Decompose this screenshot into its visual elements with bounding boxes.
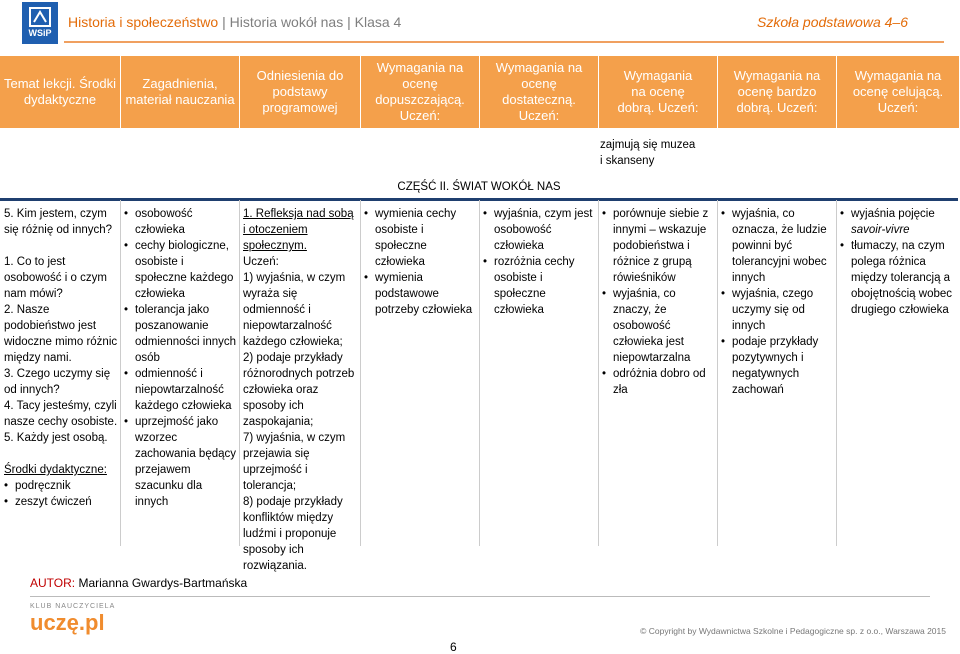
ucze-logo	[30, 603, 115, 636]
list-item: • zeszyt ćwiczeń	[4, 494, 118, 510]
th-issues: Zagadnienia, materiał nauczania	[121, 56, 239, 128]
th-grade-4: Wymagania na ocenę dobrą. Uczeń:	[599, 56, 717, 128]
book-title: Historia wokół nas	[229, 14, 344, 30]
author-line	[30, 576, 247, 590]
requirements-list	[602, 206, 716, 398]
school-level: Szkoła podstawowa 4–6	[757, 14, 908, 30]
list-item: • tłumaczy, na czym polega różnica między tolerancją a obojętnością wobec drugiego człowieka	[840, 238, 958, 318]
th-topic: Temat lekcji. Środki dydaktyczne	[0, 56, 120, 128]
col-divider	[836, 200, 837, 546]
th-grade-5: Wymagania na ocenę bardzo dobrą. Uczeń:	[718, 56, 836, 128]
copyright: © Copyright by Wydawnictwa Szkolne i Pedagogiczne sp. z o.o., Warszawa 2015	[640, 626, 946, 636]
list-item: • wyjaśnia, czym jest osobowość człowieka	[483, 206, 597, 254]
logo-text: WSiP	[28, 28, 52, 38]
author-name: Marianna Gwardys-Bartmańska	[78, 576, 248, 590]
requirements-list	[483, 206, 597, 318]
col-divider	[598, 200, 599, 546]
topic-line: 4. Tacy jesteśmy, czyli nasze cechy osobiste.	[4, 400, 118, 428]
col-issues	[124, 206, 238, 510]
grade: Klasa 4	[354, 14, 402, 30]
list-item: • rozróżnia cechy osobiste i społeczne człowieka	[483, 254, 597, 318]
col-divider	[717, 200, 718, 546]
col-grade-6	[840, 206, 958, 318]
list-item: • osobowość człowieka	[124, 206, 238, 238]
col-divider	[360, 200, 361, 546]
curriculum-item: 7) wyjaśnia, w czym przejawia się uprzejmość i tolerancja;	[243, 432, 346, 492]
header-divider	[64, 41, 944, 43]
item-text: wyjaśnia pojęcie	[851, 208, 935, 220]
subject: Historia i społeczeństwo	[68, 14, 219, 30]
student-label: Uczeń:	[243, 256, 279, 268]
separator: |	[347, 14, 351, 30]
topic-line: 5. Każdy jest osobą.	[4, 432, 108, 444]
th-grade-2: Wymagania na ocenę dopuszczającą. Uczeń:	[361, 56, 479, 128]
col-curriculum	[243, 206, 358, 574]
list-item: • wyjaśnia, co znaczy, że osobowość człowieka jest niepowtarzalna	[602, 286, 716, 366]
publisher-small: KLUB NAUCZYCIELA	[30, 603, 116, 610]
col-divider	[120, 200, 121, 546]
list-item: • wyjaśnia, co oznacza, że ludzie powinni być tolerancyjni wobec innych	[721, 206, 835, 286]
list-item: • wyjaśnia, czego uczymy się od innych	[721, 286, 835, 334]
topic-line: 2. Nasze podobieństwo jest widoczne mimo różnic między nami.	[4, 304, 118, 364]
list-item	[840, 206, 958, 238]
th-curriculum: Odniesienia do podstawy programowej	[240, 56, 360, 128]
topic-line: 1. Co to jest osobowość i o czym nam mówi?	[4, 256, 107, 300]
curriculum-item: 1) wyjaśnia, w czym wyraża się odmienność i niepowtarzalność każdego człowieka;	[243, 272, 346, 348]
topic-line: 3. Czego uczymy się od innych?	[4, 368, 111, 396]
list-item: • tolerancja jako poszanowanie odmienności innych osób	[124, 302, 238, 366]
section-title: CZĘŚĆ II. ŚWIAT WOKÓŁ NAS	[0, 176, 958, 201]
carryover-line: i skanseny	[600, 155, 655, 167]
col-grade-5	[721, 206, 835, 398]
list-item: • odmienność i niepowtarzalność każdego człowieka	[124, 366, 238, 414]
term: savoir-vivre	[851, 224, 910, 236]
curriculum-title: 1. Refleksja nad sobą i otoczeniem społecznym.	[243, 208, 354, 252]
issues-list	[124, 206, 238, 510]
means-list	[4, 478, 118, 510]
means-label: Środki dydaktyczne:	[4, 464, 107, 476]
footer-divider	[30, 596, 930, 597]
th-grade-6: Wymagania na ocenę celującą. Uczeń:	[837, 56, 959, 128]
list-item: • podaje przykłady pozytywnych i negatywnych zachowań	[721, 334, 835, 398]
requirements-list	[840, 206, 958, 318]
list-item: • podręcznik	[4, 478, 118, 494]
author-label: AUTOR:	[30, 576, 76, 590]
list-item: • wymienia cechy osobiste i społeczne człowieka	[364, 206, 478, 270]
document-header	[68, 14, 401, 30]
col-grade-2	[364, 206, 478, 318]
curriculum-item: 8) podaje przykłady konfliktów między ludźmi i proponuje sposoby ich rozwiązania.	[243, 496, 343, 572]
list-item: • odróżnia dobro od zła	[602, 366, 716, 398]
th-grade-3: Wymagania na ocenę dostateczną. Uczeń:	[480, 56, 598, 128]
book-icon	[28, 6, 52, 28]
page-number: 6	[450, 640, 457, 654]
carryover-line: zajmują się muzea	[600, 139, 696, 151]
lesson-topic: 5. Kim jestem, czym się różnię od innych?	[4, 208, 113, 236]
col-grade-4	[602, 206, 716, 398]
col-divider	[479, 200, 480, 546]
curriculum-item: 2) podaje przykłady różnorodnych potrzeb człowieka oraz sposoby ich zaspokajania;	[243, 352, 355, 428]
col-divider	[239, 200, 240, 546]
requirements-list	[721, 206, 835, 398]
col-topic	[4, 206, 118, 510]
list-item: • cechy biologiczne, osobiste i społeczne każdego człowieka	[124, 238, 238, 302]
list-item: • wymienia podstawowe potrzeby człowieka	[364, 270, 478, 318]
wsip-logo	[22, 2, 58, 44]
list-item: • uprzejmość jako wzorzec zachowania będący przejawem szacunku dla innych	[124, 414, 238, 510]
separator: |	[222, 14, 226, 30]
publisher: uczę.pl	[30, 610, 105, 635]
list-item: • porównuje siebie z innymi – wskazuje podobieństwa i różnice z grupą rówieśników	[602, 206, 716, 286]
carryover-cell	[600, 137, 695, 169]
requirements-list	[364, 206, 478, 318]
col-grade-3	[483, 206, 597, 318]
